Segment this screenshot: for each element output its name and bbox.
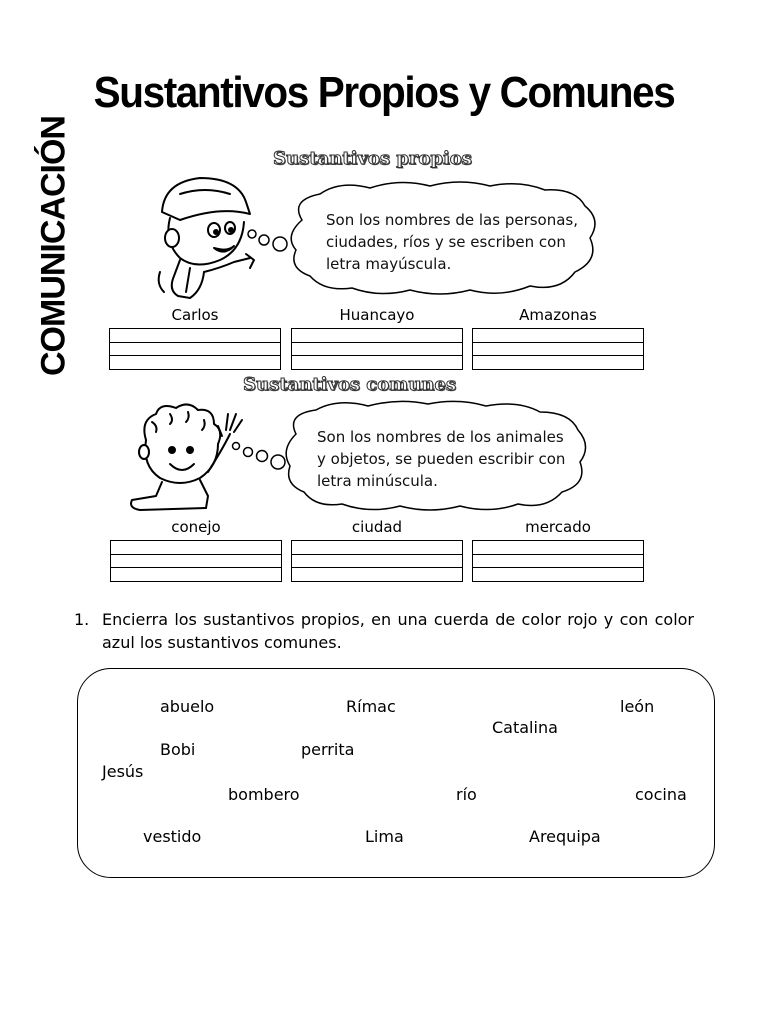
word-label-mercado: mercado — [525, 518, 591, 536]
section-heading-proper: Sustantivos propios — [273, 148, 472, 169]
word-item[interactable]: perrita — [301, 740, 355, 759]
word-item[interactable]: Lima — [365, 827, 404, 846]
writing-lines[interactable] — [110, 540, 282, 582]
word-item[interactable]: Bobi — [160, 740, 196, 759]
word-item[interactable]: Jesús — [102, 762, 144, 781]
word-label-huancayo: Huancayo — [339, 306, 415, 324]
bubble-line: Son los nombres de los animales — [317, 428, 564, 446]
page-title: Sustantivos Propios y Comunes — [93, 68, 675, 117]
word-item[interactable]: cocina — [635, 785, 687, 804]
bubble-text-proper — [326, 209, 578, 275]
writing-lines[interactable] — [472, 328, 644, 370]
writing-lines[interactable] — [109, 328, 281, 370]
word-item[interactable]: vestido — [143, 827, 202, 846]
bubble-line: letra minúscula. — [317, 472, 438, 490]
bubble-line: ciudades, ríos y se escriben con — [326, 233, 566, 251]
bubble-text-common — [317, 426, 565, 492]
word-item[interactable]: Rímac — [346, 697, 396, 716]
bubble-line: y objetos, se pueden escribir con — [317, 450, 566, 468]
subject-label: COMUNICACIÓN — [34, 116, 73, 376]
word-label-conejo: conejo — [171, 518, 221, 536]
bubble-line: letra mayúscula. — [326, 255, 452, 273]
exercise-number: 1. — [74, 610, 90, 629]
word-item[interactable]: río — [456, 785, 477, 804]
word-label-carlos: Carlos — [171, 306, 219, 324]
exercise-instruction — [74, 608, 694, 654]
word-item[interactable]: abuelo — [160, 697, 215, 716]
writing-lines[interactable] — [472, 540, 644, 582]
writing-lines[interactable] — [291, 328, 463, 370]
bubble-line: Son los nombres de las personas, — [326, 211, 579, 229]
word-item[interactable]: Arequipa — [529, 827, 601, 846]
word-label-ciudad: ciudad — [351, 518, 403, 536]
exercise-text: Encierra los sustantivos propios, en una cuerda de color rojo y con color azul los sustantivos comunes. — [102, 610, 694, 652]
writing-lines[interactable] — [291, 540, 463, 582]
word-item[interactable]: bombero — [228, 785, 300, 804]
word-item[interactable]: Catalina — [492, 718, 558, 737]
word-label-amazonas: Amazonas — [519, 306, 597, 324]
word-item[interactable]: león — [620, 697, 655, 716]
section-heading-common: Sustantivos comunes — [243, 374, 457, 395]
